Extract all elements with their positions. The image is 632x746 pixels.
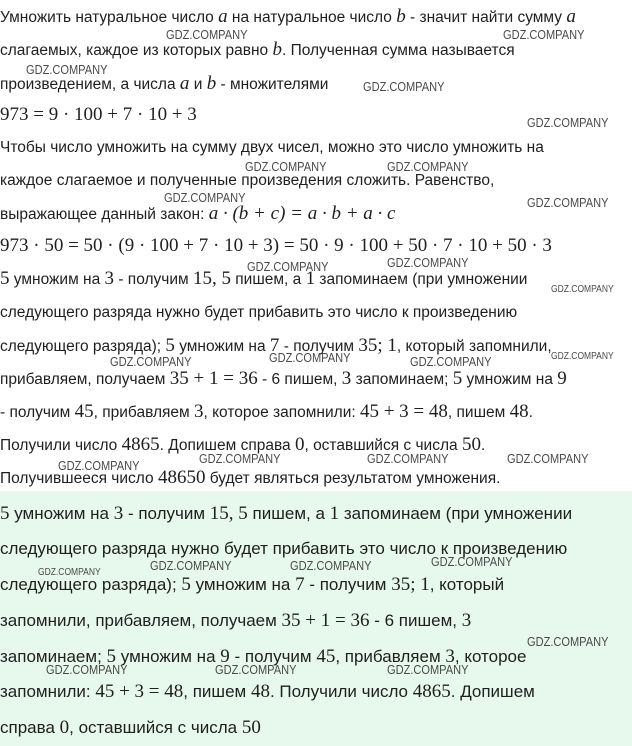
text-line-11: следующего разряда); 5 умножим на 7 - получим 35; 1, который запомнили, xyxy=(0,335,552,356)
watermark: GDZ.COMPANY xyxy=(110,354,192,369)
watermark: GDZ.COMPANY xyxy=(290,558,372,573)
watermark: GDZ.COMPANY xyxy=(507,451,589,466)
text-line-7: выражающее данный закон: a · (b + c) = a · b + a · c xyxy=(0,203,396,224)
text-line-8: 973 · 50 = 50 · (9 · 100 + 7 · 10 + 3) = 50 · 9 · 100 + 50 · 7 · 10 + 50 · 3 xyxy=(0,235,552,256)
watermark: GDZ.COMPANY xyxy=(150,558,232,573)
highlight-line-3: следующего разряда); 5 умножим на 7 - получим 35; 1, который xyxy=(0,574,505,595)
watermark: GDZ.COMPANY xyxy=(164,190,246,205)
watermark: GDZ.COMPANY xyxy=(551,351,614,362)
highlight-line-1: 5 умножим на 3 - получим 15, 5 пишем, а 1 запоминаем (при умножении xyxy=(0,503,573,524)
watermark: GDZ.COMPANY xyxy=(245,159,327,174)
text-line-2: слагаемых, каждое из которых равно b. Полученная сумма называется xyxy=(0,39,515,60)
watermark: GDZ.COMPANY xyxy=(387,255,469,270)
watermark: GDZ.COMPANY xyxy=(269,350,351,365)
text-line-10: следующего разряда нужно будет прибавить это число к произведению xyxy=(0,304,518,321)
watermark: GDZ.COMPANY xyxy=(410,354,492,369)
highlight-line-7: справа 0, оставшийся с числа 50 xyxy=(0,717,261,738)
watermark: GDZ.COMPANY xyxy=(527,195,609,210)
text-line-13: - получим 45, прибавляем 3, которое запомнили: 45 + 3 = 48, пишем 48. xyxy=(0,401,533,422)
watermark: GDZ.COMPANY xyxy=(527,634,609,649)
watermark: GDZ.COMPANY xyxy=(247,259,329,274)
watermark: GDZ.COMPANY xyxy=(431,554,513,569)
watermark: GDZ.COMPANY xyxy=(551,284,614,295)
highlight-line-4: запомнили, прибавляем, получаем 35 + 1 = 36 - 6 пишем, 3 xyxy=(0,610,472,631)
watermark: GDZ.COMPANY xyxy=(387,662,469,677)
watermark: GDZ.COMPANY xyxy=(503,27,585,42)
text-line-3: произведением, а числа a и b - множителями xyxy=(0,73,329,94)
text-line-9: 5 умножим на 3 - получим 15, 5 пишем, а 1 запоминаем (при умножении xyxy=(0,268,528,289)
watermark: GDZ.COMPANY xyxy=(46,662,128,677)
watermark: GDZ.COMPANY xyxy=(367,451,449,466)
highlight-line-6: запомнили: 45 + 3 = 48, пишем 48. Получили число 4865. Допишем xyxy=(0,681,535,702)
watermark: GDZ.COMPANY xyxy=(166,27,248,42)
watermark: GDZ.COMPANY xyxy=(527,115,609,130)
text-line-12: прибавляем, получаем 35 + 1 = 36 - 6 пишем, 3 запоминаем; 5 умножим на 9 xyxy=(0,368,567,389)
watermark: GDZ.COMPANY xyxy=(363,79,445,94)
watermark: GDZ.COMPANY xyxy=(215,662,297,677)
text-line-6: каждое слагаемое и полученные произведения сложить. Равенство, xyxy=(0,172,495,189)
text-line-4: 973 = 9 · 100 + 7 · 10 + 3 xyxy=(0,104,197,125)
text-line-15: Получившееся число 48650 будет являться результатом умножения. xyxy=(0,467,501,488)
watermark: GDZ.COMPANY xyxy=(58,458,140,473)
watermark: GDZ.COMPANY xyxy=(387,159,469,174)
watermark: GDZ.COMPANY xyxy=(38,567,101,578)
watermark: GDZ.COMPANY xyxy=(26,62,108,77)
highlight-line-5: запоминаем; 5 умножим на 9 - получим 45, прибавляем 3, которое xyxy=(0,646,527,667)
text-line-14: Получили число 4865. Допишем справа 0, оставшийся с числа 50. xyxy=(0,434,486,455)
text-line-1: Умножить натуральное число a на натуральное число b - значит найти сумму a xyxy=(0,6,576,27)
watermark: GDZ.COMPANY xyxy=(199,451,281,466)
highlight-line-2: следующего разряда нужно будет прибавить это число к произведению xyxy=(0,539,568,558)
highlight-box xyxy=(0,491,632,746)
text-line-5: Чтобы число умножить на сумму двух чисел, можно это число умножить на xyxy=(0,139,544,156)
